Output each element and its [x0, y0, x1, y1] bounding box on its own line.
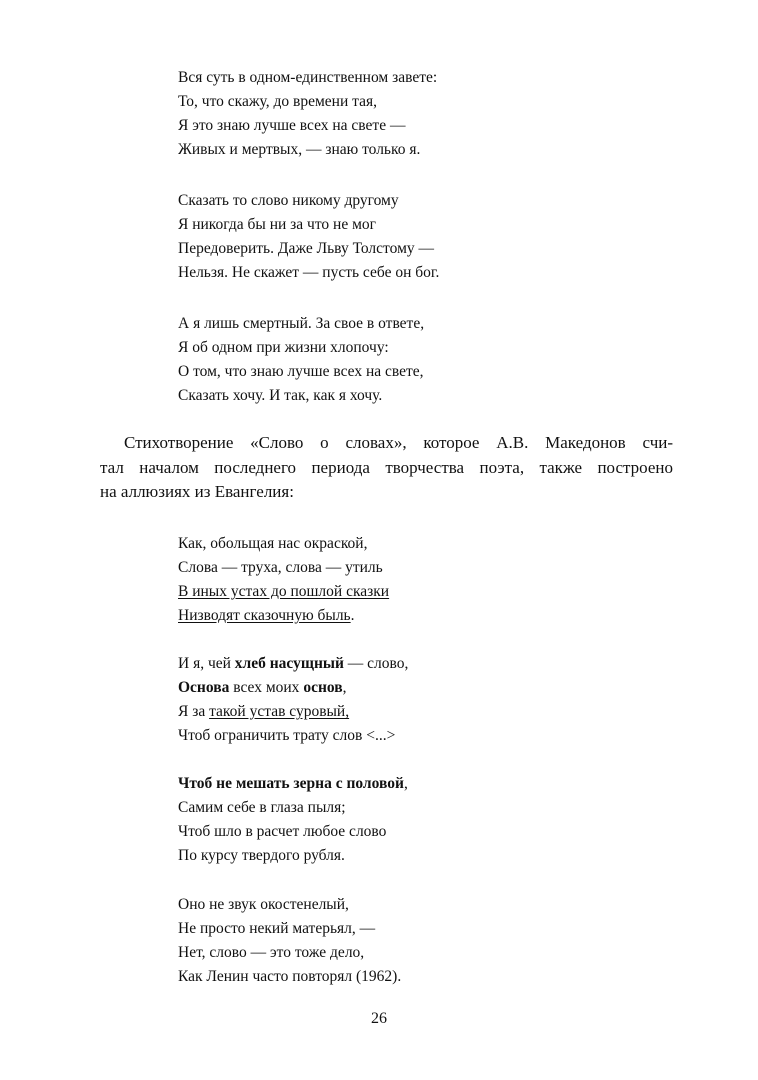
poem-line: Нет, слово — это тоже дело,: [178, 944, 365, 961]
poem-line: Я никогда бы ни за что не мог: [178, 216, 376, 233]
page-number: 26: [371, 1010, 387, 1027]
underlined-text: такой устав суровый,: [209, 703, 350, 720]
text-run: — слово,: [343, 655, 409, 672]
poem-line: Я это знаю лучше всех на свете —: [178, 117, 406, 134]
poem-line: Как, обольщая нас окраской,: [178, 535, 368, 552]
text-run: всех моих: [229, 679, 304, 696]
punctuation: .: [350, 607, 355, 624]
paragraph-line: Стихотворение «Слово о словах», которое А.В. Македонов счи-: [124, 433, 673, 452]
text-run: Я за: [178, 703, 210, 720]
poem-line: [178, 676, 408, 700]
paragraph-line: тал началом последнего периода творчества поэта, также построено: [100, 457, 673, 477]
poem-line: Живых и мертвых, — знаю только я.: [178, 141, 421, 158]
poem-stanza: [178, 189, 439, 285]
bold-text: не мешать зерна с половой: [216, 775, 404, 792]
poem-line: Передоверить. Даже Льву Толстому —: [178, 240, 435, 257]
poem-line: О том, что знаю лучше всех на свете,: [178, 363, 424, 380]
poem-stanza: [178, 66, 437, 162]
text-run: И я, чей: [178, 655, 235, 672]
poem-line: Вся суть в одном-единственном завете:: [178, 69, 438, 86]
poem-line: Чтоб ограничить трату слов <...>: [178, 727, 396, 744]
poem-line: Я об одном при жизни хлопочу:: [178, 339, 389, 356]
underlined-line: В иных устах до пошлой сказки: [178, 583, 390, 600]
poem-line: Как Ленин часто повторял (1962).: [178, 968, 402, 985]
poem-line: Оно не звук окостенелый,: [178, 896, 349, 913]
poem-line: То, что скажу, до времени тая,: [178, 93, 377, 110]
text-run: ,: [342, 679, 347, 696]
bold-text: хлеб насущный: [234, 655, 344, 672]
poem-line: А я лишь смертный. За свое в ответе,: [178, 315, 425, 332]
poem-line: Чтоб шло в расчет любое слово: [178, 823, 387, 840]
poem-line: [178, 772, 408, 796]
bold-text: Чтоб: [178, 775, 217, 792]
body-paragraph: [100, 431, 673, 505]
paragraph-line: на аллюзиях из Евангелия:: [100, 482, 294, 501]
underlined-text: Низводят сказочную быль: [178, 607, 351, 624]
poem-line: Не просто некий матерьял, —: [178, 920, 376, 937]
poem-line: Слова — труха, слова — утиль: [178, 559, 383, 576]
poem-line: [178, 604, 389, 628]
poem-line: Нельзя. Не скажет — пусть себе он бог.: [178, 264, 440, 281]
bold-text: основ: [303, 679, 343, 696]
poem-stanza: [178, 893, 401, 989]
poem-stanza: [178, 652, 408, 748]
poem-line: Сказать хочу. И так, как я хочу.: [178, 387, 383, 404]
poem-stanza: [178, 532, 389, 628]
poem-stanza: [178, 772, 408, 868]
poem-stanza: [178, 312, 424, 408]
text-run: ,: [403, 775, 408, 792]
poem-line: По курсу твердого рубля.: [178, 847, 345, 864]
poem-line: [178, 700, 408, 724]
poem-line: Сказать то слово никому другому: [178, 192, 399, 209]
poem-line: [178, 652, 408, 676]
poem-line: Самим себе в глаза пыля;: [178, 799, 346, 816]
bold-text: Основа: [178, 679, 230, 696]
